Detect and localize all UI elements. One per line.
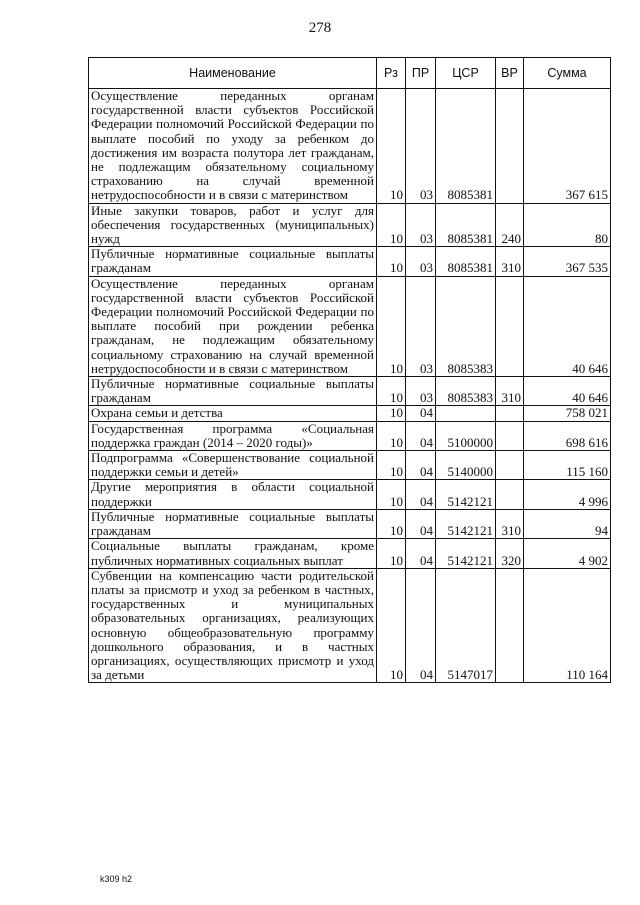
header-vr: ВР — [496, 58, 524, 89]
cell-vr — [496, 276, 524, 376]
cell-pr: 03 — [406, 247, 436, 276]
budget-table — [88, 57, 611, 683]
cell-rz: 10 — [377, 247, 406, 276]
cell-csr: 5142121 — [436, 509, 496, 538]
table-row — [89, 568, 611, 683]
cell-csr: 8085381 — [436, 89, 496, 204]
cell-sum: 80 — [524, 203, 611, 247]
cell-sum: 115 160 — [524, 451, 611, 480]
page-number: 278 — [308, 20, 332, 36]
table-row — [89, 377, 611, 406]
cell-vr: 320 — [496, 539, 524, 568]
cell-name: Государственная программа «Социальная поддержка граждан (2014 – 2020 годы)» — [89, 421, 377, 450]
cell-csr: 8085383 — [436, 377, 496, 406]
cell-sum: 367 535 — [524, 247, 611, 276]
cell-csr: 5140000 — [436, 451, 496, 480]
cell-sum: 758 021 — [524, 406, 611, 421]
cell-vr: 310 — [496, 247, 524, 276]
cell-sum: 40 646 — [524, 276, 611, 376]
cell-name: Публичные нормативные социальные выплаты гражданам — [89, 377, 377, 406]
cell-rz: 10 — [377, 539, 406, 568]
table-row — [89, 276, 611, 376]
cell-name: Другие мероприятия в области социальной поддержки — [89, 480, 377, 509]
cell-csr: 8085383 — [436, 276, 496, 376]
cell-pr: 04 — [406, 421, 436, 450]
cell-pr: 04 — [406, 451, 436, 480]
cell-sum: 110 164 — [524, 568, 611, 683]
table-row — [89, 509, 611, 538]
table-row — [89, 539, 611, 568]
cell-name: Иные закупки товаров, работ и услуг для обеспечения государственных (муниципальных) нужд — [89, 203, 377, 247]
cell-pr: 04 — [406, 539, 436, 568]
cell-pr: 03 — [406, 203, 436, 247]
table-row — [89, 247, 611, 276]
cell-sum: 4 902 — [524, 539, 611, 568]
cell-rz: 10 — [377, 89, 406, 204]
cell-pr: 04 — [406, 480, 436, 509]
cell-vr: 310 — [496, 377, 524, 406]
cell-name: Публичные нормативные социальные выплаты гражданам — [89, 509, 377, 538]
cell-vr: 310 — [496, 509, 524, 538]
cell-csr: 5100000 — [436, 421, 496, 450]
cell-csr: 5142121 — [436, 539, 496, 568]
cell-name: Субвенции на компенсацию части родительской платы за присмотр и уход за ребенком в частных, государственных и муниципальных образовательных организациях, реализующих основную общеобразовательную программу дошкольного образования, и в частных организациях, осуществляющих присмотр и уход за детьми — [89, 568, 377, 683]
table-row — [89, 203, 611, 247]
cell-sum: 367 615 — [524, 89, 611, 204]
table-header-row — [89, 58, 611, 89]
cell-sum: 40 646 — [524, 377, 611, 406]
cell-vr — [496, 568, 524, 683]
cell-vr — [496, 451, 524, 480]
table-row — [89, 480, 611, 509]
cell-name: Публичные нормативные социальные выплаты гражданам — [89, 247, 377, 276]
cell-csr: 8085381 — [436, 247, 496, 276]
cell-pr: 04 — [406, 509, 436, 538]
header-rz: Рз — [377, 58, 406, 89]
cell-csr: 5142121 — [436, 480, 496, 509]
cell-pr: 03 — [406, 377, 436, 406]
cell-csr — [436, 406, 496, 421]
cell-pr: 04 — [406, 406, 436, 421]
cell-name: Социальные выплаты гражданам, кроме публичных нормативных социальных выплат — [89, 539, 377, 568]
table-row — [89, 89, 611, 204]
cell-rz: 10 — [377, 568, 406, 683]
cell-vr — [496, 421, 524, 450]
cell-rz: 10 — [377, 377, 406, 406]
header-name: Наименование — [89, 58, 377, 89]
cell-rz: 10 — [377, 480, 406, 509]
header-csr: ЦСР — [436, 58, 496, 89]
cell-rz: 10 — [377, 451, 406, 480]
cell-name: Подпрограмма «Совершенствование социальной поддержки семьи и детей» — [89, 451, 377, 480]
footer-code: k309 h2 — [100, 874, 133, 884]
cell-sum: 4 996 — [524, 480, 611, 509]
cell-name: Осуществление переданных органам государственной власти субъектов Российской Федерации полномочий Российской Федерации по выплате пособий при рождении ребенка гражданам, не подлежащим обязательному социальному страхованию на случай временной нетрудоспособности и в связи с материнством — [89, 276, 377, 376]
cell-name: Охрана семьи и детства — [89, 406, 377, 421]
cell-rz: 10 — [377, 406, 406, 421]
cell-sum: 94 — [524, 509, 611, 538]
header-sum: Сумма — [524, 58, 611, 89]
cell-pr: 03 — [406, 276, 436, 376]
cell-vr — [496, 89, 524, 204]
cell-csr: 5147017 — [436, 568, 496, 683]
cell-name: Осуществление переданных органам государственной власти субъектов Российской Федерации полномочий Российской Федерации по выплате пособий по уходу за ребенком до достижения им возраста полутора лет гражданам, не подлежащим обязательному социальному страхованию на случай временной нетрудоспособности и в связи с материнством — [89, 89, 377, 204]
cell-rz: 10 — [377, 421, 406, 450]
cell-vr — [496, 406, 524, 421]
cell-rz: 10 — [377, 509, 406, 538]
header-pr: ПР — [406, 58, 436, 89]
table-row — [89, 421, 611, 450]
cell-csr: 8085381 — [436, 203, 496, 247]
table-row — [89, 406, 611, 421]
cell-rz: 10 — [377, 276, 406, 376]
cell-sum: 698 616 — [524, 421, 611, 450]
cell-rz: 10 — [377, 203, 406, 247]
cell-pr: 03 — [406, 89, 436, 204]
cell-vr: 240 — [496, 203, 524, 247]
cell-pr: 04 — [406, 568, 436, 683]
table-row — [89, 451, 611, 480]
cell-vr — [496, 480, 524, 509]
